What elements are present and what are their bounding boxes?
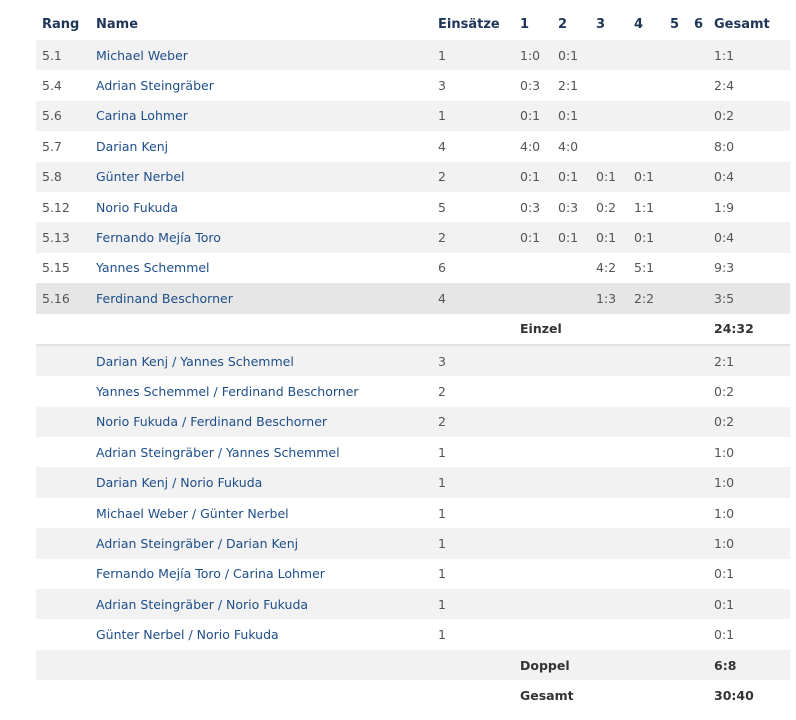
set-5-cell <box>670 222 694 252</box>
header-set-4: 4 <box>634 16 644 32</box>
set-5-cell <box>670 559 694 589</box>
pair-name-cell <box>96 498 438 528</box>
set-1-cell <box>520 345 558 376</box>
set-6-cell <box>694 498 714 528</box>
set-4-cell: 2:2 <box>634 283 670 313</box>
set-6-cell <box>694 222 714 252</box>
set-3-cell: 0:1 <box>596 162 634 192</box>
set-6-cell <box>694 376 714 406</box>
gesamt-cell: 0:2 <box>714 407 790 437</box>
set-5-cell <box>670 131 694 161</box>
set-6-cell <box>694 131 714 161</box>
set-3-cell: 0:1 <box>596 222 634 252</box>
set-5-cell <box>670 283 694 313</box>
doppel-rows <box>36 345 790 650</box>
set-5-cell <box>670 589 694 619</box>
pair-name-link[interactable]: Adrian Steingräber / Yannes Schemmel <box>96 444 340 460</box>
rang-cell: 5.13 <box>36 222 96 252</box>
rang-cell <box>36 619 96 649</box>
doppel-summary-row <box>36 650 790 680</box>
set-2-cell <box>558 498 596 528</box>
set-1-cell <box>520 589 558 619</box>
set-6-cell <box>694 619 714 649</box>
set-5-cell <box>670 407 694 437</box>
set-5-cell <box>670 162 694 192</box>
set-3-cell <box>596 437 634 467</box>
set-1-cell: 0:1 <box>520 222 558 252</box>
set-3-cell: 4:2 <box>596 253 634 283</box>
table-row <box>36 407 790 437</box>
set-3-cell <box>596 589 634 619</box>
set-4-cell <box>634 131 670 161</box>
set-6-cell <box>694 559 714 589</box>
gesamt-cell: 0:1 <box>714 559 790 589</box>
set-2-cell <box>558 376 596 406</box>
player-name-link[interactable]: Carina Lohmer <box>96 108 188 124</box>
table-row <box>36 498 790 528</box>
set-4-cell <box>634 589 670 619</box>
pair-name-link[interactable]: Fernando Mejía Toro / Carina Lohmer <box>96 566 325 582</box>
rang-cell <box>36 589 96 619</box>
einsaetze-cell: 2 <box>438 222 520 252</box>
set-5-cell <box>670 467 694 497</box>
einzel-summary-row <box>36 314 790 345</box>
gesamt-cell: 0:1 <box>714 589 790 619</box>
rang-cell <box>36 376 96 406</box>
einsaetze-cell: 1 <box>438 589 520 619</box>
player-name-cell <box>96 40 438 70</box>
final-summary <box>36 650 790 711</box>
set-1-cell: 0:1 <box>520 101 558 131</box>
pair-name-link[interactable]: Darian Kenj / Norio Fukuda <box>96 475 263 491</box>
set-5-cell <box>670 528 694 558</box>
header-set-6: 6 <box>694 16 704 32</box>
rang-cell: 5.16 <box>36 283 96 313</box>
set-4-cell <box>634 101 670 131</box>
pair-name-cell <box>96 528 438 558</box>
set-6-cell <box>694 407 714 437</box>
set-1-cell <box>520 253 558 283</box>
rang-cell <box>36 559 96 589</box>
set-1-cell <box>520 467 558 497</box>
player-name-cell <box>96 101 438 131</box>
pair-name-cell <box>96 437 438 467</box>
set-1-cell <box>520 528 558 558</box>
header-set-1: 1 <box>520 16 530 32</box>
pair-name-link[interactable]: Darian Kenj / Yannes Schemmel <box>96 353 294 369</box>
player-name-cell <box>96 283 438 313</box>
set-4-cell: 5:1 <box>634 253 670 283</box>
header-rang: Rang <box>42 16 80 32</box>
set-2-cell <box>558 345 596 376</box>
set-6-cell <box>694 283 714 313</box>
set-5-cell <box>670 345 694 376</box>
player-name-link[interactable]: Darian Kenj <box>96 138 169 154</box>
rang-cell: 5.6 <box>36 101 96 131</box>
set-5-cell <box>670 101 694 131</box>
set-2-cell: 0:1 <box>558 222 596 252</box>
player-name-cell <box>96 253 438 283</box>
player-name-link[interactable]: Ferdinand Beschorner <box>96 290 233 306</box>
set-6-cell <box>694 192 714 222</box>
einsaetze-cell: 2 <box>438 162 520 192</box>
pair-name-cell <box>96 619 438 649</box>
set-5-cell <box>670 498 694 528</box>
set-6-cell <box>694 437 714 467</box>
set-2-cell <box>558 589 596 619</box>
gesamt-cell: 0:4 <box>714 162 790 192</box>
einsaetze-cell: 2 <box>438 407 520 437</box>
header-einsaetze: Einsätze <box>438 16 500 32</box>
gesamt-cell: 3:5 <box>714 283 790 313</box>
rang-cell: 5.8 <box>36 162 96 192</box>
player-name-cell <box>96 192 438 222</box>
set-2-cell: 0:3 <box>558 192 596 222</box>
header-set-5: 5 <box>670 16 680 32</box>
set-1-cell <box>520 407 558 437</box>
pair-name-cell <box>96 589 438 619</box>
rang-cell <box>36 498 96 528</box>
set-5-cell <box>670 376 694 406</box>
einsaetze-cell: 1 <box>438 559 520 589</box>
table-row <box>36 70 790 100</box>
table-row <box>36 192 790 222</box>
set-5-cell <box>670 40 694 70</box>
set-6-cell <box>694 345 714 376</box>
total-summary-total: 30:40 <box>714 680 790 710</box>
set-3-cell <box>596 498 634 528</box>
gesamt-cell: 8:0 <box>714 131 790 161</box>
gesamt-cell: 0:4 <box>714 222 790 252</box>
set-3-cell <box>596 467 634 497</box>
pair-name-cell <box>96 559 438 589</box>
player-name-link[interactable]: Michael Weber <box>96 47 188 63</box>
player-name-link[interactable]: Adrian Steingräber <box>96 78 214 94</box>
pair-name-link[interactable]: Adrian Steingräber / Norio Fukuda <box>96 596 309 612</box>
set-4-cell: 0:1 <box>634 222 670 252</box>
table-row <box>36 467 790 497</box>
total-summary-label: Gesamt <box>520 680 714 710</box>
table-row <box>36 376 790 406</box>
einsaetze-cell: 1 <box>438 498 520 528</box>
einsaetze-cell: 1 <box>438 437 520 467</box>
set-1-cell <box>520 619 558 649</box>
set-4-cell <box>634 40 670 70</box>
table-row <box>36 619 790 649</box>
einsaetze-cell: 1 <box>438 619 520 649</box>
set-2-cell <box>558 253 596 283</box>
set-5-cell <box>670 437 694 467</box>
table-row <box>36 559 790 589</box>
einzel-rows <box>36 40 790 314</box>
set-6-cell <box>694 253 714 283</box>
pair-name-link[interactable]: Günter Nerbel / Norio Fukuda <box>96 627 279 643</box>
set-5-cell <box>670 70 694 100</box>
einsaetze-cell: 4 <box>438 283 520 313</box>
einsaetze-cell: 5 <box>438 192 520 222</box>
pair-name-link[interactable]: Yannes Schemmel / Ferdinand Beschorner <box>96 383 359 399</box>
set-5-cell <box>670 253 694 283</box>
set-1-cell: 1:0 <box>520 40 558 70</box>
header-row <box>36 8 790 40</box>
pair-name-cell <box>96 407 438 437</box>
table-row <box>36 589 790 619</box>
set-4-cell: 0:1 <box>634 162 670 192</box>
set-2-cell <box>558 407 596 437</box>
set-4-cell <box>634 437 670 467</box>
einsaetze-cell: 4 <box>438 131 520 161</box>
einsaetze-cell: 1 <box>438 528 520 558</box>
total-summary-row <box>36 680 790 710</box>
set-6-cell <box>694 70 714 100</box>
set-1-cell <box>520 283 558 313</box>
rang-cell: 5.1 <box>36 40 96 70</box>
set-3-cell <box>596 407 634 437</box>
gesamt-cell: 1:0 <box>714 498 790 528</box>
set-3-cell <box>596 131 634 161</box>
gesamt-cell: 2:4 <box>714 70 790 100</box>
table-row <box>36 101 790 131</box>
gesamt-cell: 1:9 <box>714 192 790 222</box>
set-1-cell <box>520 498 558 528</box>
rang-cell <box>36 407 96 437</box>
set-4-cell <box>634 528 670 558</box>
set-2-cell <box>558 467 596 497</box>
set-2-cell: 2:1 <box>558 70 596 100</box>
gesamt-cell: 2:1 <box>714 345 790 376</box>
table-row <box>36 222 790 252</box>
einsaetze-cell: 2 <box>438 376 520 406</box>
set-3-cell <box>596 619 634 649</box>
gesamt-cell: 1:0 <box>714 528 790 558</box>
set-2-cell: 4:0 <box>558 131 596 161</box>
rang-cell: 5.12 <box>36 192 96 222</box>
player-name-link[interactable]: Günter Nerbel <box>96 169 185 185</box>
gesamt-cell: 0:2 <box>714 101 790 131</box>
set-6-cell <box>694 40 714 70</box>
set-4-cell <box>634 376 670 406</box>
set-4-cell: 1:1 <box>634 192 670 222</box>
gesamt-cell: 0:1 <box>714 619 790 649</box>
set-2-cell <box>558 283 596 313</box>
set-2-cell <box>558 559 596 589</box>
set-2-cell: 0:1 <box>558 162 596 192</box>
player-name-link[interactable]: Yannes Schemmel <box>96 260 210 276</box>
set-4-cell <box>634 498 670 528</box>
set-1-cell: 0:1 <box>520 162 558 192</box>
set-4-cell <box>634 619 670 649</box>
set-3-cell: 1:3 <box>596 283 634 313</box>
table-row <box>36 345 790 376</box>
set-2-cell: 0:1 <box>558 40 596 70</box>
rang-cell: 5.4 <box>36 70 96 100</box>
einsaetze-cell: 1 <box>438 467 520 497</box>
pair-name-cell <box>96 345 438 376</box>
gesamt-cell: 1:0 <box>714 437 790 467</box>
table-row <box>36 437 790 467</box>
set-3-cell <box>596 70 634 100</box>
table-row <box>36 162 790 192</box>
einzel-summary <box>36 314 790 345</box>
table-row <box>36 40 790 70</box>
set-5-cell <box>670 192 694 222</box>
set-3-cell <box>596 559 634 589</box>
player-name-cell <box>96 70 438 100</box>
set-1-cell: 0:3 <box>520 70 558 100</box>
pair-name-link[interactable]: Adrian Steingräber / Darian Kenj <box>96 535 299 551</box>
player-stats-table-wrapper <box>36 8 790 711</box>
set-2-cell: 0:1 <box>558 101 596 131</box>
table-row <box>36 283 790 313</box>
table-row <box>36 131 790 161</box>
rang-cell: 5.15 <box>36 253 96 283</box>
pair-name-link[interactable]: Michael Weber / Günter Nerbel <box>96 505 289 521</box>
set-6-cell <box>694 101 714 131</box>
player-name-cell <box>96 162 438 192</box>
rang-cell: 5.7 <box>36 131 96 161</box>
set-4-cell <box>634 345 670 376</box>
set-3-cell <box>596 376 634 406</box>
set-4-cell <box>634 467 670 497</box>
set-4-cell <box>634 407 670 437</box>
rang-cell <box>36 437 96 467</box>
einsaetze-cell: 6 <box>438 253 520 283</box>
einzel-summary-total: 24:32 <box>714 314 790 345</box>
doppel-summary-label: Doppel <box>520 650 714 680</box>
gesamt-cell: 1:1 <box>714 40 790 70</box>
pair-name-cell <box>96 467 438 497</box>
einzel-summary-label: Einzel <box>520 314 714 345</box>
set-6-cell <box>694 589 714 619</box>
set-2-cell <box>558 528 596 558</box>
header-gesamt: Gesamt <box>714 16 770 32</box>
doppel-summary-total: 6:8 <box>714 650 790 680</box>
pair-name-link[interactable]: Norio Fukuda / Ferdinand Beschorner <box>96 414 328 430</box>
player-name-cell <box>96 131 438 161</box>
set-6-cell <box>694 467 714 497</box>
set-3-cell <box>596 40 634 70</box>
set-2-cell <box>558 619 596 649</box>
set-1-cell: 4:0 <box>520 131 558 161</box>
einsaetze-cell: 3 <box>438 345 520 376</box>
set-6-cell <box>694 528 714 558</box>
set-3-cell <box>596 101 634 131</box>
set-3-cell <box>596 528 634 558</box>
set-5-cell <box>670 619 694 649</box>
einsaetze-cell: 1 <box>438 101 520 131</box>
pair-name-cell <box>96 376 438 406</box>
rang-cell <box>36 467 96 497</box>
set-6-cell <box>694 162 714 192</box>
gesamt-cell: 0:2 <box>714 376 790 406</box>
gesamt-cell: 9:3 <box>714 253 790 283</box>
einsaetze-cell: 1 <box>438 40 520 70</box>
set-1-cell <box>520 437 558 467</box>
einsaetze-cell: 3 <box>438 70 520 100</box>
player-name-link[interactable]: Fernando Mejía Toro <box>96 230 221 246</box>
player-name-cell <box>96 222 438 252</box>
rang-cell <box>36 528 96 558</box>
set-1-cell <box>520 559 558 589</box>
set-4-cell <box>634 70 670 100</box>
set-4-cell <box>634 559 670 589</box>
player-name-link[interactable]: Norio Fukuda <box>96 199 179 215</box>
gesamt-cell: 1:0 <box>714 467 790 497</box>
header-name: Name <box>96 16 139 32</box>
header-set-3: 3 <box>596 16 606 32</box>
table-row <box>36 253 790 283</box>
rang-cell <box>36 345 96 376</box>
set-3-cell: 0:2 <box>596 192 634 222</box>
table-row <box>36 528 790 558</box>
set-1-cell: 0:3 <box>520 192 558 222</box>
set-3-cell <box>596 345 634 376</box>
header-set-2: 2 <box>558 16 568 32</box>
set-1-cell <box>520 376 558 406</box>
player-stats-table <box>36 8 790 711</box>
set-2-cell <box>558 437 596 467</box>
